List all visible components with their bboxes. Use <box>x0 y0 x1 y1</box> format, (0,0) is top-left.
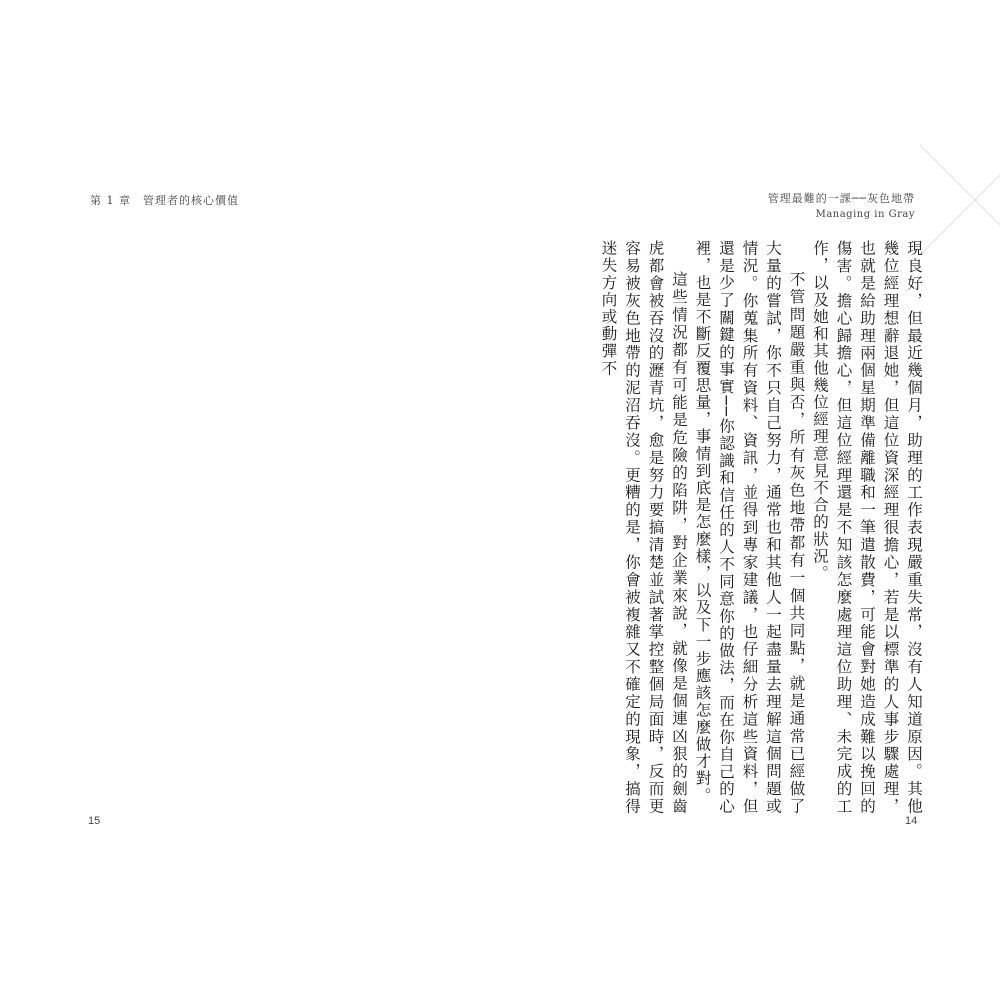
paragraph: 現良好，但最近幾個月，助理的工作表現嚴重失常，沒有人知道原因。其他幾位經理想辭退她，但這位資深經理很擔心，若是以標準的人事步驟處理，也就是給助理兩個星期準備離職和一筆遣散費，可能會對她造成難以挽回的傷害。擔心歸擔心，但這位經理還是不知該怎麼處理這位助理、未完成的工作，以及她和其他幾位經理意見不合的狀況。 <box>811 240 923 815</box>
book-title-header <box>768 190 915 220</box>
paragraph: 不管問題嚴重與否，所有灰色地帶都有一個共同點，就是通常已經做了大量的嘗試，你不只自己努力，通常也和其他人一起盡量去理解這個問題或情況。你蒐集所有資料、資訊，並得到專家建議，也仔細分析這些資料，但還是少了關鍵的事實──你認識和信任的人不同意你的做法，而在你自己的心裡，也是不斷反覆思量，事情到底是怎麼樣，以及下一步應該怎麼做才對。 <box>693 240 806 815</box>
page-number: 15 <box>88 815 101 827</box>
paragraph: 這些情況都有可能是危險的陷阱，對企業來說，就像是個連凶狠的劍齒虎都會被吞沒的瀝青坑，愈是努力要搞清楚並試著掌控整個局面時，反而更容易被灰色地帶的泥沼吞沒。更糟的是，你會被複雜又不確定的現象，搞得迷失方向或動彈不 <box>599 240 688 815</box>
chapter-header: 第 1 章 管理者的核心價值 <box>90 194 239 207</box>
book-title: 管理最難的一課──灰色地帶 <box>767 192 915 205</box>
right-page-body <box>596 240 925 815</box>
page-number: 14 <box>905 815 918 827</box>
book-subtitle: Managing in Gray <box>815 209 915 220</box>
